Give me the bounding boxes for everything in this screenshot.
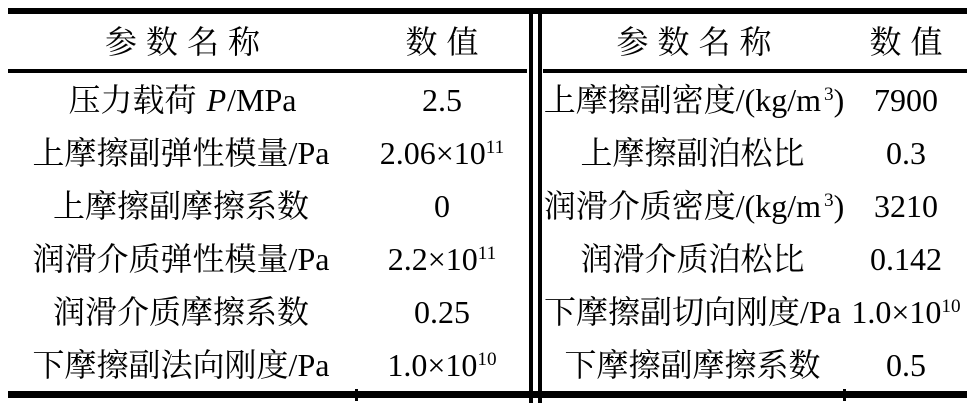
param-name-text: 上摩擦副摩擦系数 [52, 187, 309, 224]
column-header-value [845, 23, 967, 60]
param-value-text: 0 [434, 187, 450, 224]
param-value [845, 293, 967, 330]
param-value-text: 3210 [874, 187, 938, 224]
table-row [543, 285, 967, 338]
param-name [8, 240, 357, 277]
column-header-value [357, 23, 527, 60]
param-value [357, 187, 527, 224]
param-value-exponent: 11 [485, 136, 505, 158]
param-name-superscript: 3 [824, 189, 834, 211]
param-name-text: 压力载荷 [68, 81, 205, 118]
column-header-parameter-name [543, 23, 845, 60]
column-header-text: 数值 [869, 23, 952, 60]
param-name-text: 上摩擦副密度/(kg/m [543, 81, 822, 118]
table-row [8, 232, 527, 285]
param-name-superscript: 3 [824, 83, 834, 105]
param-value [845, 187, 967, 224]
table-row [543, 179, 967, 232]
param-name [8, 187, 357, 224]
param-name [8, 346, 357, 383]
param-name [543, 293, 845, 330]
param-value-text: 2.5 [422, 81, 462, 118]
table-row [8, 338, 527, 391]
column-header-parameter-name [8, 23, 357, 60]
column-boundary-tick-left [355, 389, 358, 401]
param-value-text: 2.2×10 [387, 240, 478, 277]
column-header-text: 参数名称 [616, 23, 781, 60]
table-row [543, 338, 967, 391]
table-right-half [543, 14, 967, 391]
table-header-row [543, 14, 967, 73]
param-value-text: 7900 [874, 81, 938, 118]
param-value [357, 134, 527, 171]
param-name [8, 293, 357, 330]
param-value-text: 0.3 [886, 134, 926, 171]
param-name-text: 下摩擦副切向刚度/Pa [544, 293, 841, 330]
parameters-table [8, 8, 967, 398]
param-value [357, 81, 527, 118]
param-name-unit: ) [833, 81, 845, 118]
table-row [8, 285, 527, 338]
param-name [543, 81, 845, 118]
param-value [845, 240, 967, 277]
param-value [357, 346, 527, 383]
param-name-text: 下摩擦副摩擦系数 [564, 346, 821, 383]
param-value [357, 240, 527, 277]
param-name-text: 上摩擦副弹性模量/Pa [32, 134, 330, 171]
param-name [8, 81, 357, 118]
param-name [543, 240, 845, 277]
param-name-text: 润滑介质密度/(kg/m [543, 187, 822, 224]
param-name-text: 下摩擦副法向刚度/Pa [32, 346, 330, 383]
table-left-half [8, 14, 527, 391]
param-name-unit: /MPa [227, 81, 297, 118]
table-row [543, 232, 967, 285]
table-row [8, 126, 527, 179]
table-row [8, 73, 527, 126]
param-name [8, 134, 357, 171]
param-value [845, 81, 967, 118]
param-value-text: 0.142 [870, 240, 942, 277]
param-value [845, 134, 967, 171]
param-name [543, 346, 845, 383]
param-symbol-italic: P [206, 81, 227, 118]
param-name-unit: ) [833, 187, 845, 224]
center-double-rule [529, 14, 542, 403]
param-value-exponent: 10 [941, 295, 961, 317]
table-row [543, 126, 967, 179]
param-value [357, 293, 527, 330]
param-name [543, 187, 845, 224]
param-value-text: 0.5 [886, 346, 926, 383]
param-name-text: 润滑介质泊松比 [580, 240, 805, 277]
column-header-text: 数值 [405, 23, 488, 60]
column-boundary-tick-right [843, 389, 846, 401]
table-header-row [8, 14, 527, 73]
param-value-exponent: 10 [477, 348, 497, 370]
param-name [543, 134, 845, 171]
param-name-text: 润滑介质摩擦系数 [52, 293, 309, 330]
column-header-text: 参数名称 [104, 23, 269, 60]
param-value-text: 2.06×10 [379, 134, 486, 171]
param-value-text: 0.25 [414, 293, 470, 330]
param-value [845, 346, 967, 383]
param-name-text: 润滑介质弹性模量/Pa [32, 240, 330, 277]
table-row [8, 179, 527, 232]
param-value-text: 1.0×10 [851, 293, 942, 330]
param-value-text: 1.0×10 [387, 346, 478, 383]
table-row [543, 73, 967, 126]
param-value-exponent: 11 [477, 242, 497, 264]
param-name-text: 上摩擦副泊松比 [580, 134, 805, 171]
